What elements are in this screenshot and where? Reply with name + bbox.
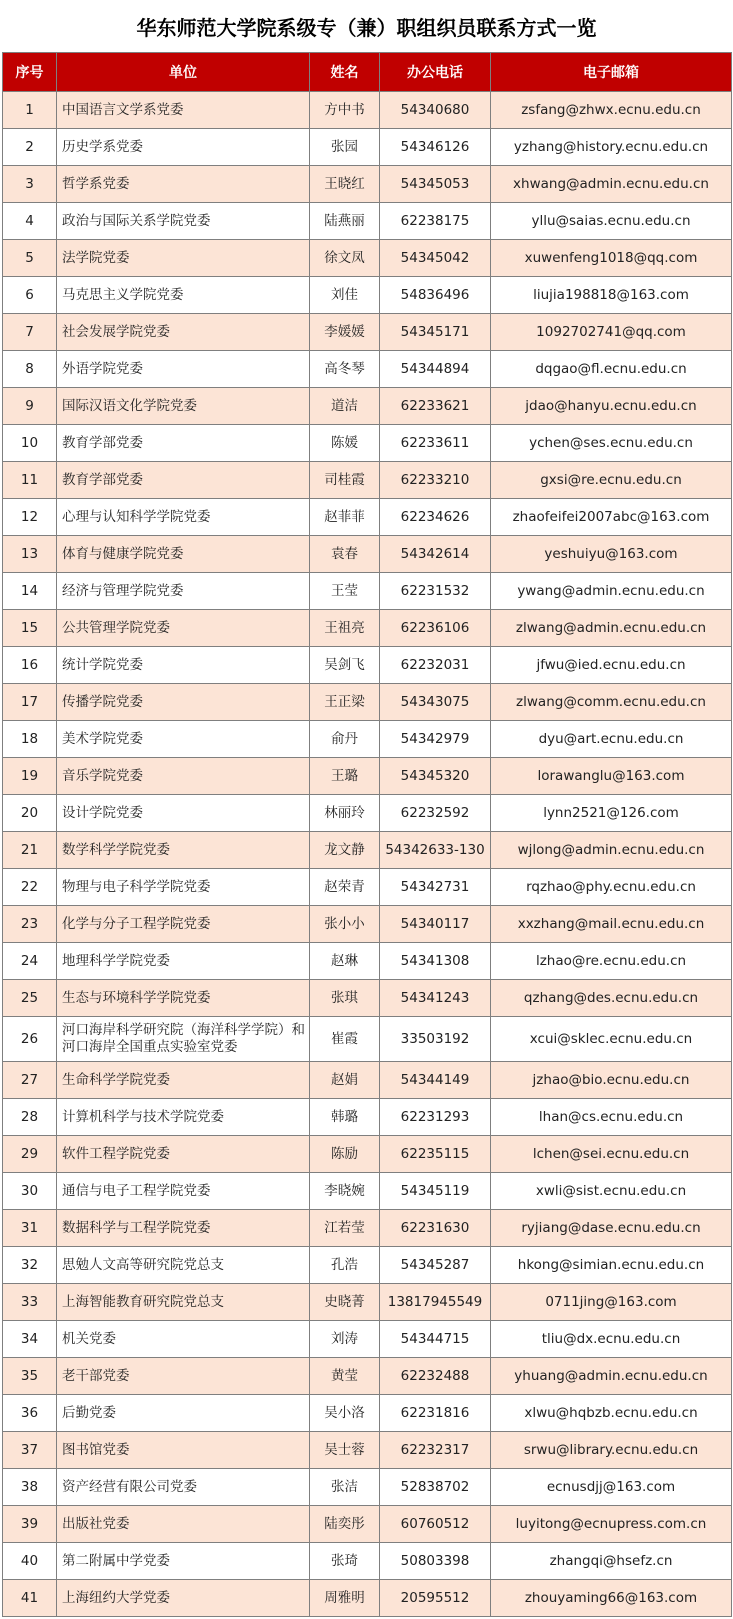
row-unit: 政治与国际关系学院党委 xyxy=(57,203,310,240)
row-phone: 60760512 xyxy=(380,1506,491,1543)
header-unit: 单位 xyxy=(57,53,310,92)
row-phone: 62232031 xyxy=(380,647,491,684)
row-unit: 法学院党委 xyxy=(57,240,310,277)
row-name: 王莹 xyxy=(310,573,380,610)
row-number: 19 xyxy=(3,758,57,795)
row-number: 32 xyxy=(3,1247,57,1284)
row-phone: 52838702 xyxy=(380,1469,491,1506)
row-name: 高冬琴 xyxy=(310,351,380,388)
row-unit: 化学与分子工程学院党委 xyxy=(57,906,310,943)
row-unit: 心理与认知科学学院党委 xyxy=(57,499,310,536)
row-number: 12 xyxy=(3,499,57,536)
row-name: 王晓红 xyxy=(310,166,380,203)
row-phone: 62233210 xyxy=(380,462,491,499)
row-phone: 54340680 xyxy=(380,92,491,129)
row-number: 4 xyxy=(3,203,57,240)
row-phone: 54343075 xyxy=(380,684,491,721)
table-row xyxy=(3,1136,732,1173)
row-name: 张小小 xyxy=(310,906,380,943)
row-phone: 13817945549 xyxy=(380,1284,491,1321)
row-email: tliu@dx.ecnu.edu.cn xyxy=(491,1321,732,1358)
table-row xyxy=(3,684,732,721)
row-number: 38 xyxy=(3,1469,57,1506)
table-row xyxy=(3,721,732,758)
row-email: yllu@saias.ecnu.edu.cn xyxy=(491,203,732,240)
row-phone: 54836496 xyxy=(380,277,491,314)
table-body xyxy=(3,92,732,1617)
row-unit: 计算机科学与技术学院党委 xyxy=(57,1099,310,1136)
row-name: 方中书 xyxy=(310,92,380,129)
row-name: 史晓菁 xyxy=(310,1284,380,1321)
row-number: 10 xyxy=(3,425,57,462)
row-number: 30 xyxy=(3,1173,57,1210)
table-row xyxy=(3,314,732,351)
row-number: 37 xyxy=(3,1432,57,1469)
row-unit: 后勤党委 xyxy=(57,1395,310,1432)
row-email: qzhang@des.ecnu.edu.cn xyxy=(491,980,732,1017)
row-name: 赵菲菲 xyxy=(310,499,380,536)
row-name: 黄莹 xyxy=(310,1358,380,1395)
row-number: 13 xyxy=(3,536,57,573)
table-row xyxy=(3,943,732,980)
row-name: 周雅明 xyxy=(310,1580,380,1617)
row-number: 40 xyxy=(3,1543,57,1580)
row-name: 崔霞 xyxy=(310,1017,380,1062)
row-name: 陈励 xyxy=(310,1136,380,1173)
row-name: 王正梁 xyxy=(310,684,380,721)
row-phone: 62232592 xyxy=(380,795,491,832)
table-row xyxy=(3,1173,732,1210)
table-row xyxy=(3,351,732,388)
row-phone: 54342979 xyxy=(380,721,491,758)
row-number: 25 xyxy=(3,980,57,1017)
row-unit: 社会发展学院党委 xyxy=(57,314,310,351)
row-phone: 62233611 xyxy=(380,425,491,462)
row-name: 陆燕丽 xyxy=(310,203,380,240)
table-row xyxy=(3,92,732,129)
row-email: yeshuiyu@163.com xyxy=(491,536,732,573)
row-email: zlwang@admin.ecnu.edu.cn xyxy=(491,610,732,647)
table-row xyxy=(3,1062,732,1099)
table-row xyxy=(3,1432,732,1469)
header-name: 姓名 xyxy=(310,53,380,92)
row-email: ychen@ses.ecnu.edu.cn xyxy=(491,425,732,462)
row-email: ywang@admin.ecnu.edu.cn xyxy=(491,573,732,610)
row-email: zhangqi@hsefz.cn xyxy=(491,1543,732,1580)
row-phone: 54341243 xyxy=(380,980,491,1017)
row-email: srwu@library.ecnu.edu.cn xyxy=(491,1432,732,1469)
row-phone: 62235115 xyxy=(380,1136,491,1173)
row-unit: 经济与管理学院党委 xyxy=(57,573,310,610)
row-email: hkong@simian.ecnu.edu.cn xyxy=(491,1247,732,1284)
row-unit: 哲学系党委 xyxy=(57,166,310,203)
table-row xyxy=(3,1321,732,1358)
row-unit: 生命科学学院党委 xyxy=(57,1062,310,1099)
row-unit: 通信与电子工程学院党委 xyxy=(57,1173,310,1210)
row-phone: 54345171 xyxy=(380,314,491,351)
table-row xyxy=(3,1395,732,1432)
row-name: 俞丹 xyxy=(310,721,380,758)
row-number: 22 xyxy=(3,869,57,906)
row-number: 20 xyxy=(3,795,57,832)
table-row xyxy=(3,795,732,832)
row-unit: 数据科学与工程学院党委 xyxy=(57,1210,310,1247)
row-email: zsfang@zhwx.ecnu.edu.cn xyxy=(491,92,732,129)
row-email: yzhang@history.ecnu.edu.cn xyxy=(491,129,732,166)
table-header-row xyxy=(3,53,732,92)
row-unit: 上海纽约大学党委 xyxy=(57,1580,310,1617)
row-phone: 54345119 xyxy=(380,1173,491,1210)
row-unit: 外语学院党委 xyxy=(57,351,310,388)
row-unit: 传播学院党委 xyxy=(57,684,310,721)
table-row xyxy=(3,1543,732,1580)
row-unit: 上海智能教育研究院党总支 xyxy=(57,1284,310,1321)
row-unit: 教育学部党委 xyxy=(57,462,310,499)
row-name: 龙文静 xyxy=(310,832,380,869)
row-phone: 54344149 xyxy=(380,1062,491,1099)
row-name: 吴小洛 xyxy=(310,1395,380,1432)
row-name: 赵琳 xyxy=(310,943,380,980)
row-phone: 54342731 xyxy=(380,869,491,906)
row-email: xhwang@admin.ecnu.edu.cn xyxy=(491,166,732,203)
header-phone: 办公电话 xyxy=(380,53,491,92)
row-phone: 33503192 xyxy=(380,1017,491,1062)
row-number: 26 xyxy=(3,1017,57,1062)
row-email: xxzhang@mail.ecnu.edu.cn xyxy=(491,906,732,943)
row-email: xlwu@hqbzb.ecnu.edu.cn xyxy=(491,1395,732,1432)
row-unit: 中国语言文学系党委 xyxy=(57,92,310,129)
row-unit: 思勉人文高等研究院党总支 xyxy=(57,1247,310,1284)
row-unit: 音乐学院党委 xyxy=(57,758,310,795)
row-unit: 公共管理学院党委 xyxy=(57,610,310,647)
row-phone: 54344894 xyxy=(380,351,491,388)
row-email: zhaofeifei2007abc@163.com xyxy=(491,499,732,536)
row-unit: 软件工程学院党委 xyxy=(57,1136,310,1173)
row-unit: 设计学院党委 xyxy=(57,795,310,832)
table-row xyxy=(3,1580,732,1617)
row-phone: 62231532 xyxy=(380,573,491,610)
row-phone: 54346126 xyxy=(380,129,491,166)
row-phone: 54340117 xyxy=(380,906,491,943)
row-name: 江若莹 xyxy=(310,1210,380,1247)
row-email: liujia198818@163.com xyxy=(491,277,732,314)
row-number: 28 xyxy=(3,1099,57,1136)
row-phone: 54344715 xyxy=(380,1321,491,1358)
row-phone: 54345320 xyxy=(380,758,491,795)
row-unit: 地理科学学院党委 xyxy=(57,943,310,980)
row-name: 王祖亮 xyxy=(310,610,380,647)
row-email: lchen@sei.ecnu.edu.cn xyxy=(491,1136,732,1173)
row-name: 徐文凤 xyxy=(310,240,380,277)
row-name: 刘佳 xyxy=(310,277,380,314)
row-phone: 62234626 xyxy=(380,499,491,536)
table-row xyxy=(3,166,732,203)
row-email: lynn2521@126.com xyxy=(491,795,732,832)
row-number: 9 xyxy=(3,388,57,425)
table-row xyxy=(3,1358,732,1395)
row-email: dyu@art.ecnu.edu.cn xyxy=(491,721,732,758)
row-name: 张琪 xyxy=(310,980,380,1017)
row-number: 7 xyxy=(3,314,57,351)
table-row xyxy=(3,610,732,647)
table-row xyxy=(3,832,732,869)
row-unit: 美术学院党委 xyxy=(57,721,310,758)
row-unit: 物理与电子科学学院党委 xyxy=(57,869,310,906)
row-phone: 62231816 xyxy=(380,1395,491,1432)
row-phone: 62232317 xyxy=(380,1432,491,1469)
row-unit: 老干部党委 xyxy=(57,1358,310,1395)
row-name: 袁春 xyxy=(310,536,380,573)
row-name: 李晓婉 xyxy=(310,1173,380,1210)
row-number: 8 xyxy=(3,351,57,388)
row-unit: 数学科学学院党委 xyxy=(57,832,310,869)
row-number: 24 xyxy=(3,943,57,980)
table-row xyxy=(3,573,732,610)
row-email: yhuang@admin.ecnu.edu.cn xyxy=(491,1358,732,1395)
row-email: ecnusdjj@163.com xyxy=(491,1469,732,1506)
row-name: 张琦 xyxy=(310,1543,380,1580)
row-unit: 统计学院党委 xyxy=(57,647,310,684)
row-email: lorawanglu@163.com xyxy=(491,758,732,795)
row-number: 11 xyxy=(3,462,57,499)
row-name: 赵荣青 xyxy=(310,869,380,906)
table-row xyxy=(3,1099,732,1136)
row-number: 36 xyxy=(3,1395,57,1432)
row-number: 6 xyxy=(3,277,57,314)
row-phone: 62232488 xyxy=(380,1358,491,1395)
row-name: 赵娟 xyxy=(310,1062,380,1099)
table-row xyxy=(3,980,732,1017)
row-unit: 资产经营有限公司党委 xyxy=(57,1469,310,1506)
row-unit: 图书馆党委 xyxy=(57,1432,310,1469)
row-email: dqgao@fl.ecnu.edu.cn xyxy=(491,351,732,388)
table-row xyxy=(3,1506,732,1543)
row-phone: 54341308 xyxy=(380,943,491,980)
row-unit: 出版社党委 xyxy=(57,1506,310,1543)
page-title: 华东师范大学院系级专（兼）职组织员联系方式一览 xyxy=(136,15,597,40)
row-unit: 国际汉语文化学院党委 xyxy=(57,388,310,425)
row-name: 吴士蓉 xyxy=(310,1432,380,1469)
table-row xyxy=(3,869,732,906)
header-email: 电子邮箱 xyxy=(491,53,732,92)
row-phone: 62238175 xyxy=(380,203,491,240)
row-unit: 河口海岸科学研究院（海洋科学学院）和河口海岸全国重点实验室党委 xyxy=(57,1017,310,1062)
row-number: 35 xyxy=(3,1358,57,1395)
row-name: 林丽玲 xyxy=(310,795,380,832)
row-phone: 54342614 xyxy=(380,536,491,573)
row-unit: 机关党委 xyxy=(57,1321,310,1358)
row-email: gxsi@re.ecnu.edu.cn xyxy=(491,462,732,499)
table-row xyxy=(3,1210,732,1247)
row-name: 司桂霞 xyxy=(310,462,380,499)
table-row xyxy=(3,1017,732,1062)
row-email: jfwu@ied.ecnu.edu.cn xyxy=(491,647,732,684)
row-email: zhouyaming66@163.com xyxy=(491,1580,732,1617)
row-email: xcui@sklec.ecnu.edu.cn xyxy=(491,1017,732,1062)
row-number: 33 xyxy=(3,1284,57,1321)
row-email: jzhao@bio.ecnu.edu.cn xyxy=(491,1062,732,1099)
row-phone: 54342633-130 xyxy=(380,832,491,869)
row-email: xwli@sist.ecnu.edu.cn xyxy=(491,1173,732,1210)
table-row xyxy=(3,758,732,795)
row-number: 39 xyxy=(3,1506,57,1543)
header-no: 序号 xyxy=(3,53,57,92)
row-name: 张园 xyxy=(310,129,380,166)
table-row xyxy=(3,277,732,314)
row-phone: 62231293 xyxy=(380,1099,491,1136)
row-number: 5 xyxy=(3,240,57,277)
row-phone: 54345287 xyxy=(380,1247,491,1284)
row-number: 27 xyxy=(3,1062,57,1099)
row-phone: 54345053 xyxy=(380,166,491,203)
row-phone: 62236106 xyxy=(380,610,491,647)
row-number: 18 xyxy=(3,721,57,758)
table-row xyxy=(3,129,732,166)
row-email: rqzhao@phy.ecnu.edu.cn xyxy=(491,869,732,906)
row-email: 1092702741@qq.com xyxy=(491,314,732,351)
row-number: 16 xyxy=(3,647,57,684)
row-email: luyitong@ecnupress.com.cn xyxy=(491,1506,732,1543)
row-unit: 历史学系党委 xyxy=(57,129,310,166)
row-number: 31 xyxy=(3,1210,57,1247)
row-email: 0711jing@163.com xyxy=(491,1284,732,1321)
row-email: ryjiang@dase.ecnu.edu.cn xyxy=(491,1210,732,1247)
row-name: 孔浩 xyxy=(310,1247,380,1284)
table-row xyxy=(3,647,732,684)
table-row xyxy=(3,462,732,499)
row-number: 14 xyxy=(3,573,57,610)
row-number: 21 xyxy=(3,832,57,869)
row-name: 刘涛 xyxy=(310,1321,380,1358)
table-row xyxy=(3,240,732,277)
row-email: lhan@cs.ecnu.edu.cn xyxy=(491,1099,732,1136)
row-email: wjlong@admin.ecnu.edu.cn xyxy=(491,832,732,869)
row-name: 陆奕彤 xyxy=(310,1506,380,1543)
row-number: 15 xyxy=(3,610,57,647)
row-name: 李媛媛 xyxy=(310,314,380,351)
row-unit: 马克思主义学院党委 xyxy=(57,277,310,314)
row-email: lzhao@re.ecnu.edu.cn xyxy=(491,943,732,980)
row-email: jdao@hanyu.ecnu.edu.cn xyxy=(491,388,732,425)
row-phone: 20595512 xyxy=(380,1580,491,1617)
row-phone: 62231630 xyxy=(380,1210,491,1247)
row-name: 韩璐 xyxy=(310,1099,380,1136)
table-row xyxy=(3,906,732,943)
row-phone: 62233621 xyxy=(380,388,491,425)
row-name: 王璐 xyxy=(310,758,380,795)
table-row xyxy=(3,1469,732,1506)
row-phone: 54345042 xyxy=(380,240,491,277)
row-number: 34 xyxy=(3,1321,57,1358)
row-number: 17 xyxy=(3,684,57,721)
row-unit: 教育学部党委 xyxy=(57,425,310,462)
table-row xyxy=(3,203,732,240)
row-number: 29 xyxy=(3,1136,57,1173)
row-number: 2 xyxy=(3,129,57,166)
row-number: 3 xyxy=(3,166,57,203)
row-name: 陈媛 xyxy=(310,425,380,462)
row-number: 23 xyxy=(3,906,57,943)
table-row xyxy=(3,499,732,536)
table-row xyxy=(3,425,732,462)
row-name: 吴剑飞 xyxy=(310,647,380,684)
table-row xyxy=(3,1284,732,1321)
table-row xyxy=(3,388,732,425)
row-name: 道洁 xyxy=(310,388,380,425)
row-name: 张洁 xyxy=(310,1469,380,1506)
table-row xyxy=(3,1247,732,1284)
row-unit: 第二附属中学党委 xyxy=(57,1543,310,1580)
table-row xyxy=(3,536,732,573)
row-unit: 体育与健康学院党委 xyxy=(57,536,310,573)
row-email: xuwenfeng1018@qq.com xyxy=(491,240,732,277)
row-phone: 50803398 xyxy=(380,1543,491,1580)
contact-table xyxy=(2,52,732,1617)
row-number: 41 xyxy=(3,1580,57,1617)
row-email: zlwang@comm.ecnu.edu.cn xyxy=(491,684,732,721)
row-unit: 生态与环境科学学院党委 xyxy=(57,980,310,1017)
row-number: 1 xyxy=(3,92,57,129)
